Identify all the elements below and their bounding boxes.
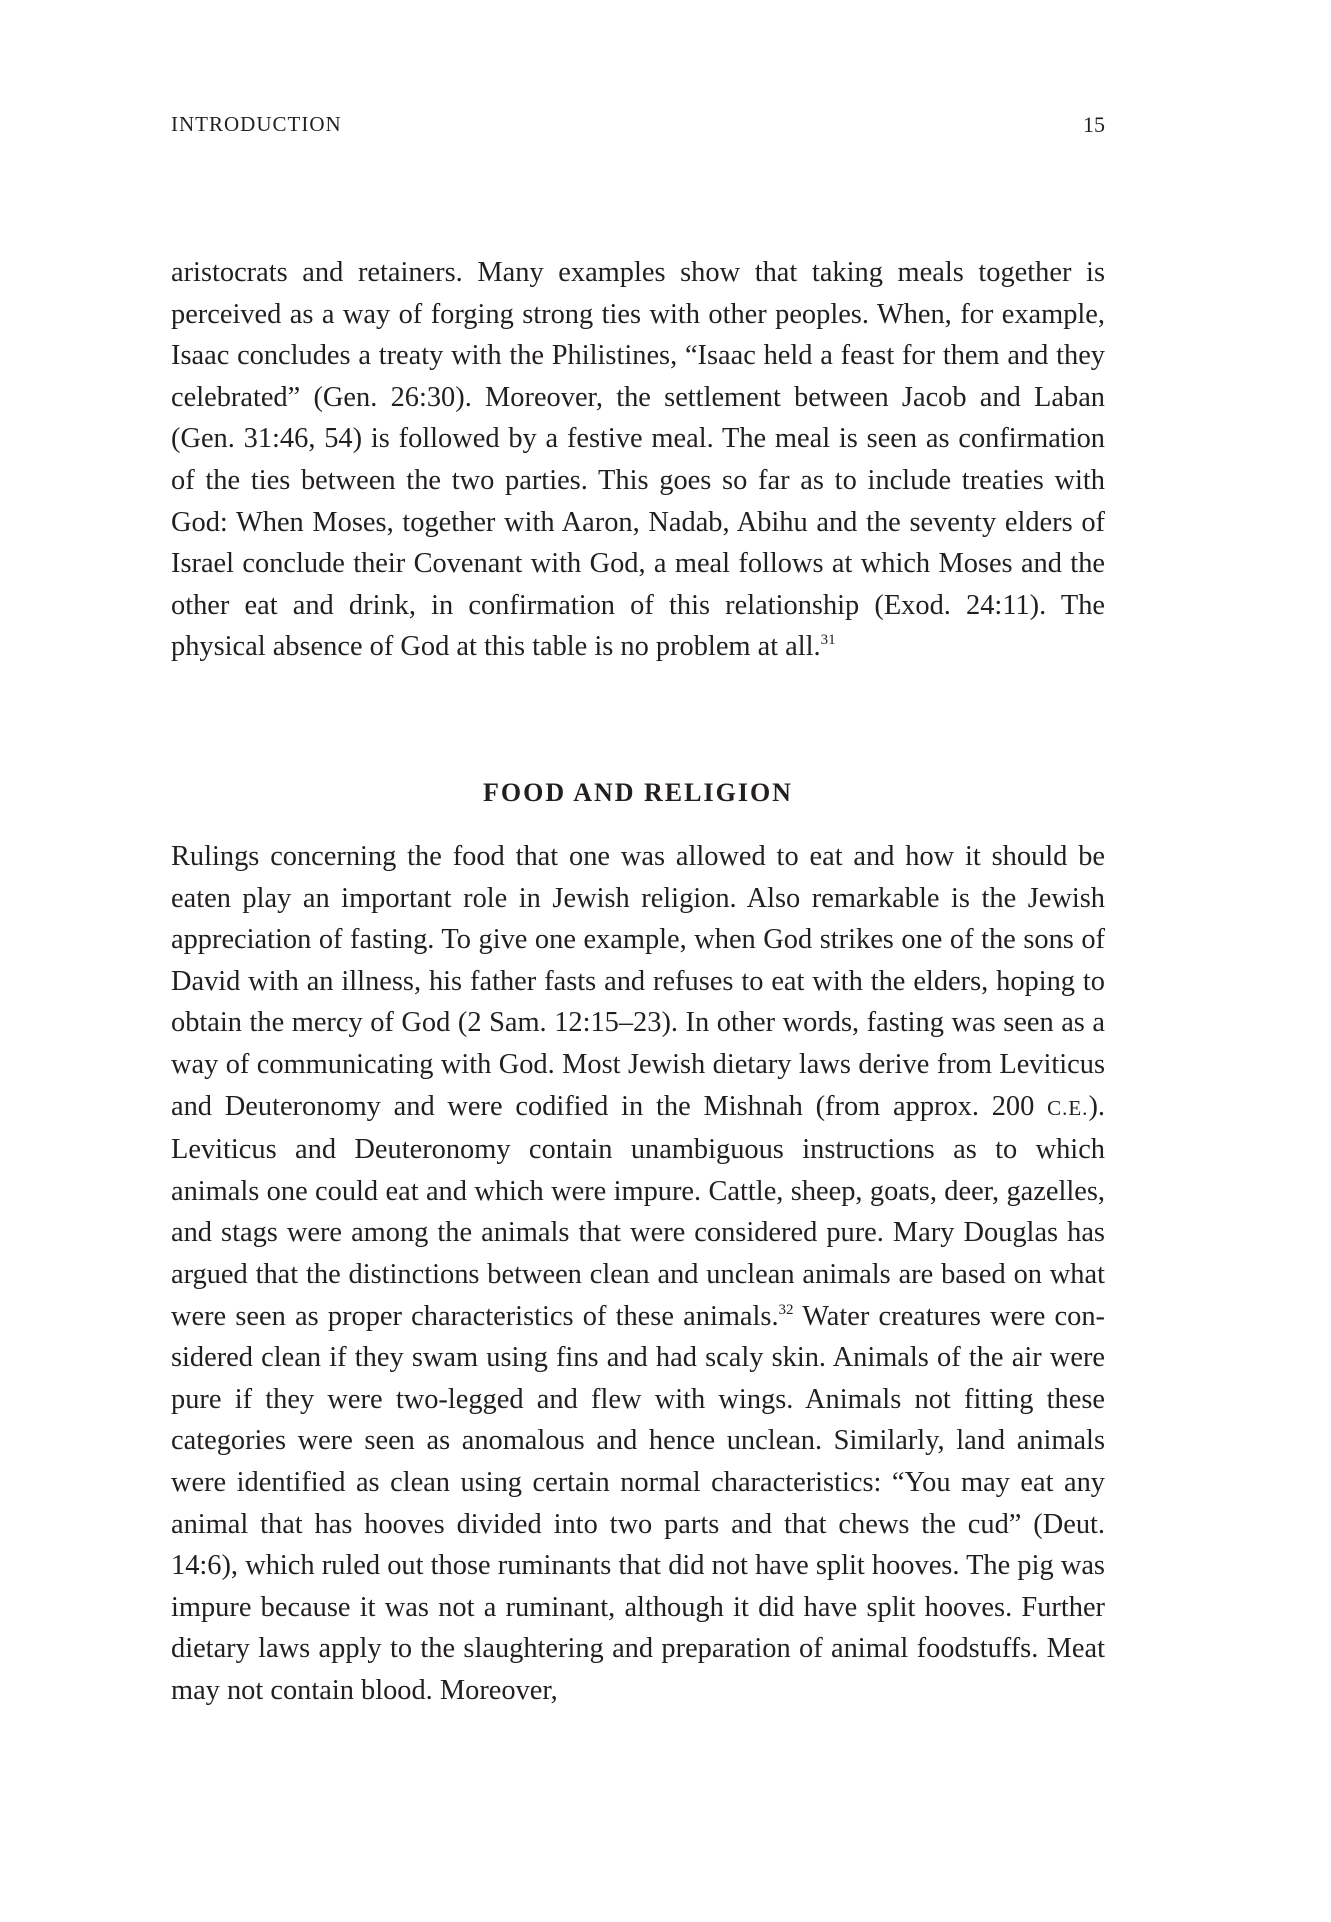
paragraph-text-b: ). Leviticus and Deuteronomy contain unambiguous instructions as to which animals one could eat and which were impure. Cattle, sheep, goats, deer, gazelles, and stags were among the animals that were considered pure. Mary Douglas has argued that the distinctions between clean and unclean animals are based on what were seen as proper characteristics of these animals. <box>171 1090 1105 1332</box>
footnote-ref-31[interactable]: 31 <box>820 632 836 649</box>
running-head <box>171 112 1105 138</box>
page-number: 15 <box>1083 112 1105 137</box>
body-paragraph-1 <box>171 252 1105 668</box>
paragraph-text-a: Rulings concerning the food that one was allowed to eat and how it should be eaten play an important role in Jewish religion. Also remarkable is the Jewish appreciation of fasting. To give one example, when God strikes one of the sons of David with an illness, his father fasts and refuses to eat with the elders, hoping to obtain the mercy of God (2 Sam. 12:15–23). In other words, fasting was seen as a way of communicating with God. Most Jewish dietary laws derive from Leviticus and Deuteronomy and were codified in the Mishnah (from approx. 200 <box>171 841 1105 1122</box>
era-abbreviation: C.E. <box>1047 1095 1089 1120</box>
running-head-title: INTRODUCTION <box>171 112 342 136</box>
footnote-ref-32[interactable]: 32 <box>778 1301 794 1318</box>
body-paragraph-2 <box>171 836 1105 1711</box>
paragraph-text-c: Water creatures were considered clean if they swam using fins and had scaly skin. Animals of the air were pure if they were two-legged and flew with wings. Animals not fitting these categories were seen as anomalous and hence unclean. Similarly, land animals were identified as clean using certain normal characteristics: “You may eat any animal that has hooves divided into two parts and that chews the cud” (Deut. 14:6), which ruled out those ruminants that did not have split hooves. The pig was impure because it was not a ruminant, although it did have split hooves. Further dietary laws apply to the slaughtering and preparation of animal foodstuffs. Meat may not contain blood. Moreover, <box>171 1300 1105 1706</box>
paragraph-text: aristocrats and retainers. Many examples show that taking meals together is perceived as a way of forging strong ties with other peoples. When, for example, Isaac concludes a treaty with the Philistines, “Isaac held a feast for them and they celebrated” (Gen. 26:30). Moreover, the settlement between Jacob and Laban (Gen. 31:46, 54) is followed by a festive meal. The meal is seen as confirmation of the ties between the two parties. This goes so far as to include treaties with God: When Moses, together with Aaron, Nadab, Abihu and the seventy elders of Israel conclude their Covenant with God, a meal follows at which Moses and the other eat and drink, in confirmation of this relationship (Exod. 24:11). The physical absence of God at this table is no problem at all. <box>171 257 1105 663</box>
section-heading: FOOD AND RELIGION <box>483 778 793 807</box>
